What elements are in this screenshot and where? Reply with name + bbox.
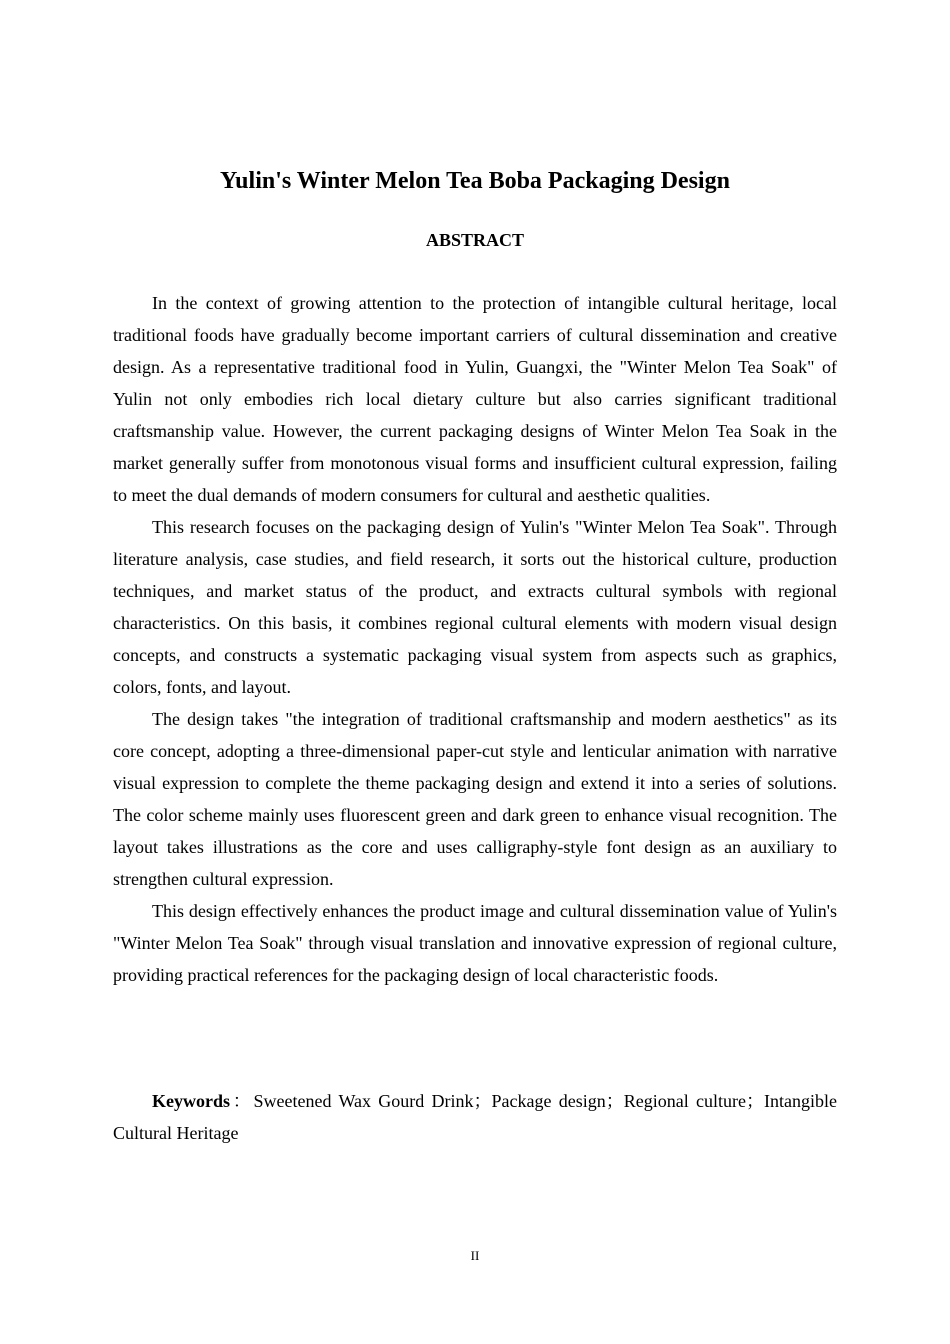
keywords-line	[113, 1085, 837, 1149]
abstract-paragraph-3: The design takes "the integration of traditional craftsmanship and modern aesthetics" as its core concept, adopting a three-dimensional paper-cut style and lenticular animation with narrative visual expression to complete the theme packaging design and extend it into a series of solutions. The color scheme mainly uses fluorescent green and dark green to enhance visual recognition. The layout takes illustrations as the core and uses calligraphy-style font design as an auxiliary to strengthen cultural expression.	[113, 709, 837, 889]
keywords-list: ：Sweetened Wax Gourd Drink；Package design；Regional culture；Intangible Cultural Heritage	[113, 1091, 837, 1143]
keywords-label: Keywords	[152, 1091, 230, 1111]
paper-title: Yulin's Winter Melon Tea Boba Packaging Design	[220, 168, 730, 194]
abstract-heading: ABSTRACT	[425, 230, 525, 250]
abstract-paragraph-1: In the context of growing attention to the protection of intangible cultural heritage, local traditional foods have gradually become important carriers of cultural dissemination and creative design. As a representative traditional food in Yulin, Guangxi, the "Winter Melon Tea Soak" of Yulin not only embodies rich local dietary culture but also carries significant traditional craftsmanship value. However, the current packaging designs of Winter Melon Tea Soak in the market generally suffer from monotonous visual forms and insufficient cultural expression, failing to meet the dual demands of modern consumers for cultural and aesthetic qualities.	[113, 293, 837, 505]
abstract-paragraph-4: This design effectively enhances the product image and cultural dissemination value of Yulin's "Winter Melon Tea Soak" through visual translation and innovative expression of regional culture, providing practical references for the packaging design of local characteristic foods.	[113, 901, 837, 985]
abstract-paragraph-2: This research focuses on the packaging design of Yulin's "Winter Melon Tea Soak". Through literature analysis, case studies, and field research, it sorts out the historical culture, production techniques, and market status of the product, and extracts cultural symbols with regional characteristics. On this basis, it combines regional cultural elements with modern visual design concepts, and constructs a systematic packaging visual system from aspects such as graphics, colors, fonts, and layout.	[113, 517, 837, 697]
abstract-body	[113, 287, 837, 991]
page-number: II	[470, 1248, 480, 1263]
